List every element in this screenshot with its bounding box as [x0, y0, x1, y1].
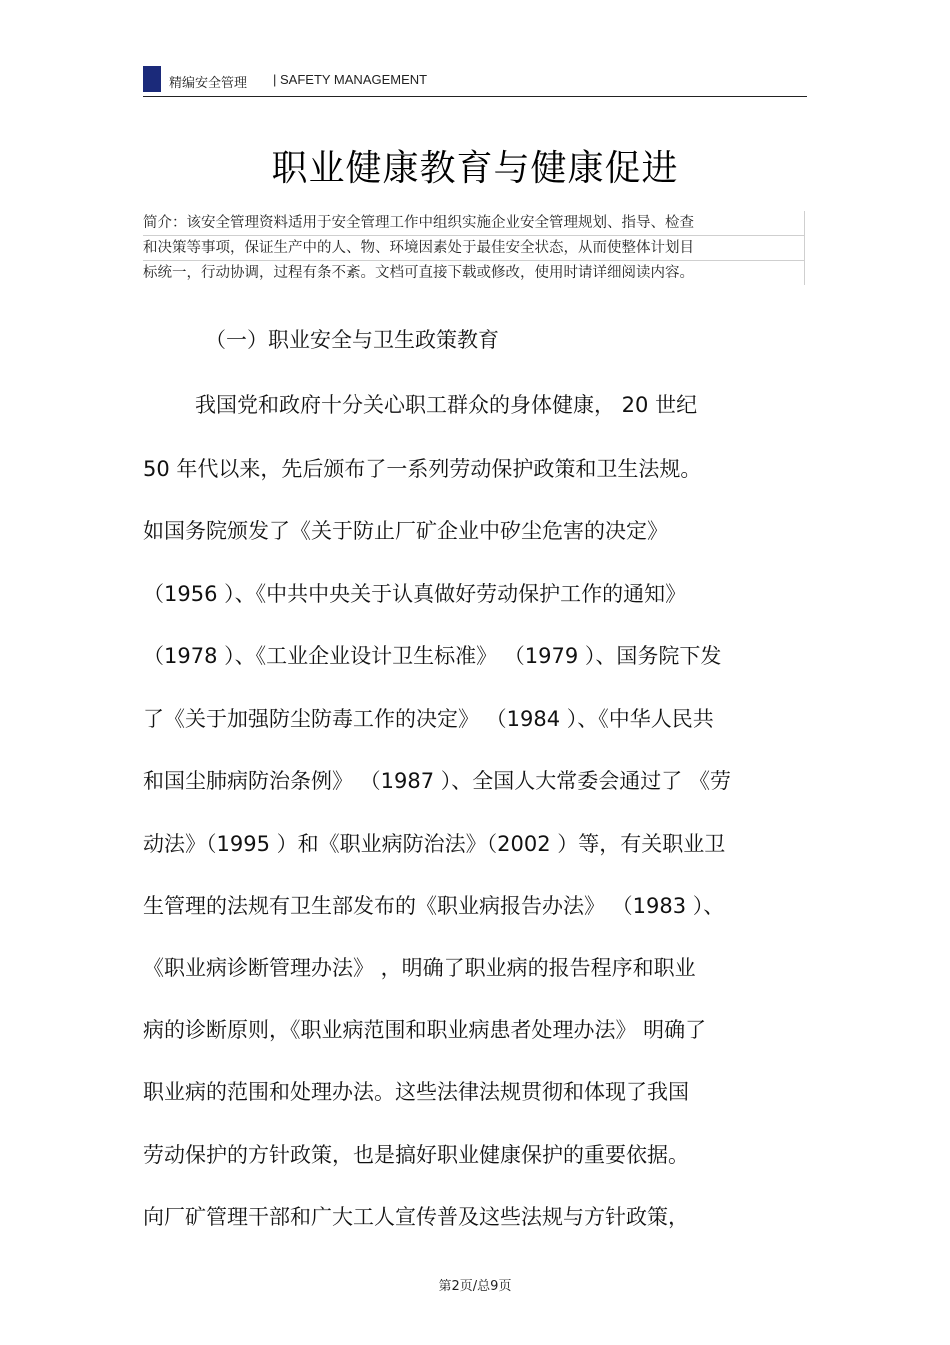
- body-line: 如国务院颁发了《关于防止厂矿企业中矽尘危害的决定》: [143, 519, 668, 543]
- body-line: 《职业病诊断管理办法》 ，明确了职业病的报告程序和职业: [143, 956, 696, 980]
- document-title: 职业健康教育与健康促进: [271, 148, 679, 189]
- square-logo-icon: [143, 66, 161, 92]
- body-line: 职业病的范围和处理办法。这些法律法规贯彻和体现了我国: [143, 1080, 689, 1104]
- summary-line: 和决策等事项，保证生产中的人、物、环境因素处于最佳安全状态，从而使整体计划目: [143, 236, 805, 261]
- summary-line: 标统一，行动协调，过程有条不紊。文档可直接下载或修改，使用时请详细阅读内容。: [143, 261, 805, 285]
- body-line: 动法》（1995 ）和《职业病防治法》（2002 ）等，有关职业卫: [143, 832, 726, 856]
- body-line: 劳动保护的方针政策，也是搞好职业健康保护的重要依据。: [143, 1143, 689, 1167]
- body-line: 了《关于加强防尘防毒工作的决定》 （1984 ）、《中华人民共: [143, 707, 714, 731]
- body-line: 50 年代以来，先后颁布了一系列劳动保护政策和卫生法规。: [143, 457, 702, 481]
- page-header: [143, 66, 807, 97]
- summary-line: 简介：该安全管理资料适用于安全管理工作中组织实施企业安全管理规划、指导、检查: [143, 211, 805, 236]
- body-line: 病的诊断原则，《职业病范围和职业病患者处理办法》 明确了: [143, 1018, 707, 1042]
- section-heading: （一）职业安全与卫生政策教育: [205, 328, 499, 352]
- body-line: （1978 ）、《工业企业设计卫生标准》 （1979 ）、国务院下发: [143, 644, 722, 668]
- body-line: 我国党和政府十分关心职工群众的身体健康， 20 世纪: [195, 393, 698, 417]
- summary-box: [143, 211, 805, 285]
- body-line: 生管理的法规有卫生部发布的《职业病报告办法》 （1983 ）、: [143, 894, 725, 918]
- body-line: （1956 ）、《中共中央关于认真做好劳动保护工作的通知》: [143, 582, 687, 606]
- body-line: 向厂矿管理干部和广大工人宣传普及这些法规与方针政策，: [143, 1205, 689, 1229]
- header-brand: 精编安全管理: [169, 76, 248, 91]
- header-subtitle: | SAFETY MANAGEMENT: [273, 72, 428, 87]
- body-line: 和国尘肺病防治条例》 （1987 ）、全国人大常委会通过了 《劳: [143, 769, 731, 793]
- page-number: 第2页/总9页: [438, 1279, 512, 1294]
